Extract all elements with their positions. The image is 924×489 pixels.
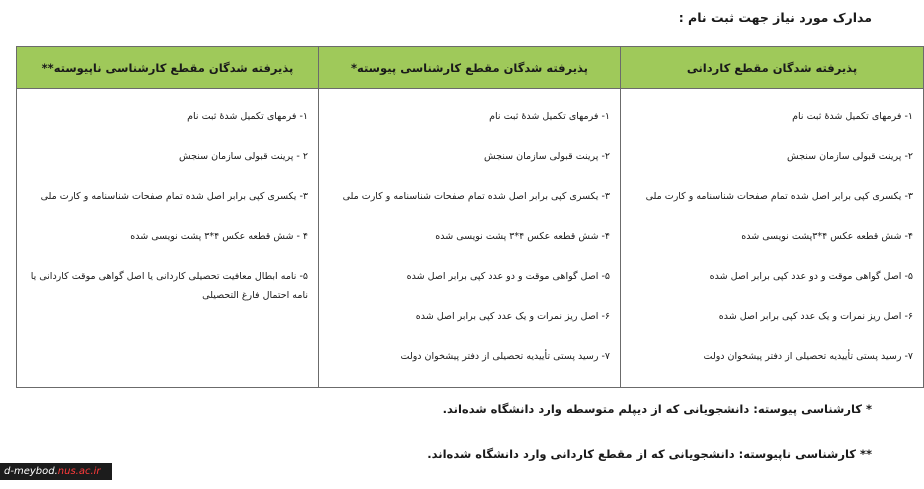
list-item: ۷- رسید پستی تأییدیه تحصیلی از دفتر پیشخوان دولت [703, 351, 913, 362]
column-associate [621, 89, 924, 388]
column-discontinuous-bachelor [17, 89, 319, 388]
list-item: ۵- اصل گواهی موقت و دو عدد کپی برابر اصل شده [709, 271, 913, 282]
document-list [329, 107, 610, 387]
list-item: ۶- اصل ریز نمرات و یک عدد کپی برابر اصل شده [718, 311, 913, 322]
column-continuous-bachelor [319, 89, 621, 388]
list-item: ۳- یکسری کپی برابر اصل شده تمام صفحات شناسنامه و کارت ملی [342, 191, 610, 202]
list-item: ۴- شش قطعه عکس ۴*۳ پشت نویسی شده [435, 231, 610, 242]
page-title: مدارک مورد نیاز جهت ثبت نام : [678, 10, 872, 25]
list-item: ۱- فرمهای تکمیل شدهٔ ثبت نام [792, 111, 913, 122]
list-item: ۶- اصل ریز نمرات و یک عدد کپی برابر اصل شده [415, 311, 610, 322]
list-item: ۲- پرینت قبولی سازمان سنجش [484, 151, 610, 162]
document-list [27, 107, 308, 307]
column-header-discontinuous-bachelor: پذیرفته شدگان مقطع کارشناسی ناپیوسته** [17, 47, 319, 89]
list-item: ۴ - شش قطعه عکس ۴*۳ پشت نویسی شده [130, 231, 308, 242]
site-watermark [0, 463, 112, 480]
list-item: ۷- رسید پستی تأییدیه تحصیلی از دفتر پیشخوان دولت [400, 351, 610, 362]
watermark-prefix: d-meybod. [4, 466, 58, 477]
watermark-accent: nus.ac.ir [57, 466, 101, 477]
list-item: ۳- یکسری کپی برابر اصل شده تمام صفحات شناسنامه و کارت ملی [645, 191, 913, 202]
requirements-table [16, 46, 924, 388]
list-item: ۵- نامه ابطال معافیت تحصیلی کاردانی یا اصل گواهی موقت کاردانی یا نامه احتمال فارغ التحصیلی [30, 271, 308, 301]
column-header-continuous-bachelor: پذیرفته شدگان مقطع کارشناسی پیوسته* [319, 47, 621, 89]
list-item: ۴- شش قطعه عکس ۴*۳پشت نویسی شده [741, 231, 913, 242]
list-item: ۳- یکسری کپی برابر اصل شده تمام صفحات شناسنامه و کارت ملی [40, 191, 308, 202]
column-header-associate: پذیرفته شدگان مقطع کاردانی [621, 47, 924, 89]
footnote-discontinuous-bachelor: ** کارشناسی ناپیوسته: دانشجویانی که از مقطع کاردانی وارد دانشگاه شده‌اند. [427, 447, 872, 461]
footnote-continuous-bachelor: * کارشناسی پیوسته: دانشجویانی که از دیپلم متوسطه وارد دانشگاه شده‌اند. [442, 402, 872, 416]
list-item: ۲ - پرینت قبولی سازمان سنجش [179, 151, 308, 162]
list-item: ۲- پرینت قبولی سازمان سنجش [787, 151, 913, 162]
list-item: ۱- فرمهای تکمیل شدهٔ ثبت نام [489, 111, 610, 122]
list-item: ۱- فرمهای تکمیل شدهٔ ثبت نام [187, 111, 308, 122]
list-item: ۵- اصل گواهی موقت و دو عدد کپی برابر اصل شده [406, 271, 610, 282]
document-list [631, 107, 913, 387]
